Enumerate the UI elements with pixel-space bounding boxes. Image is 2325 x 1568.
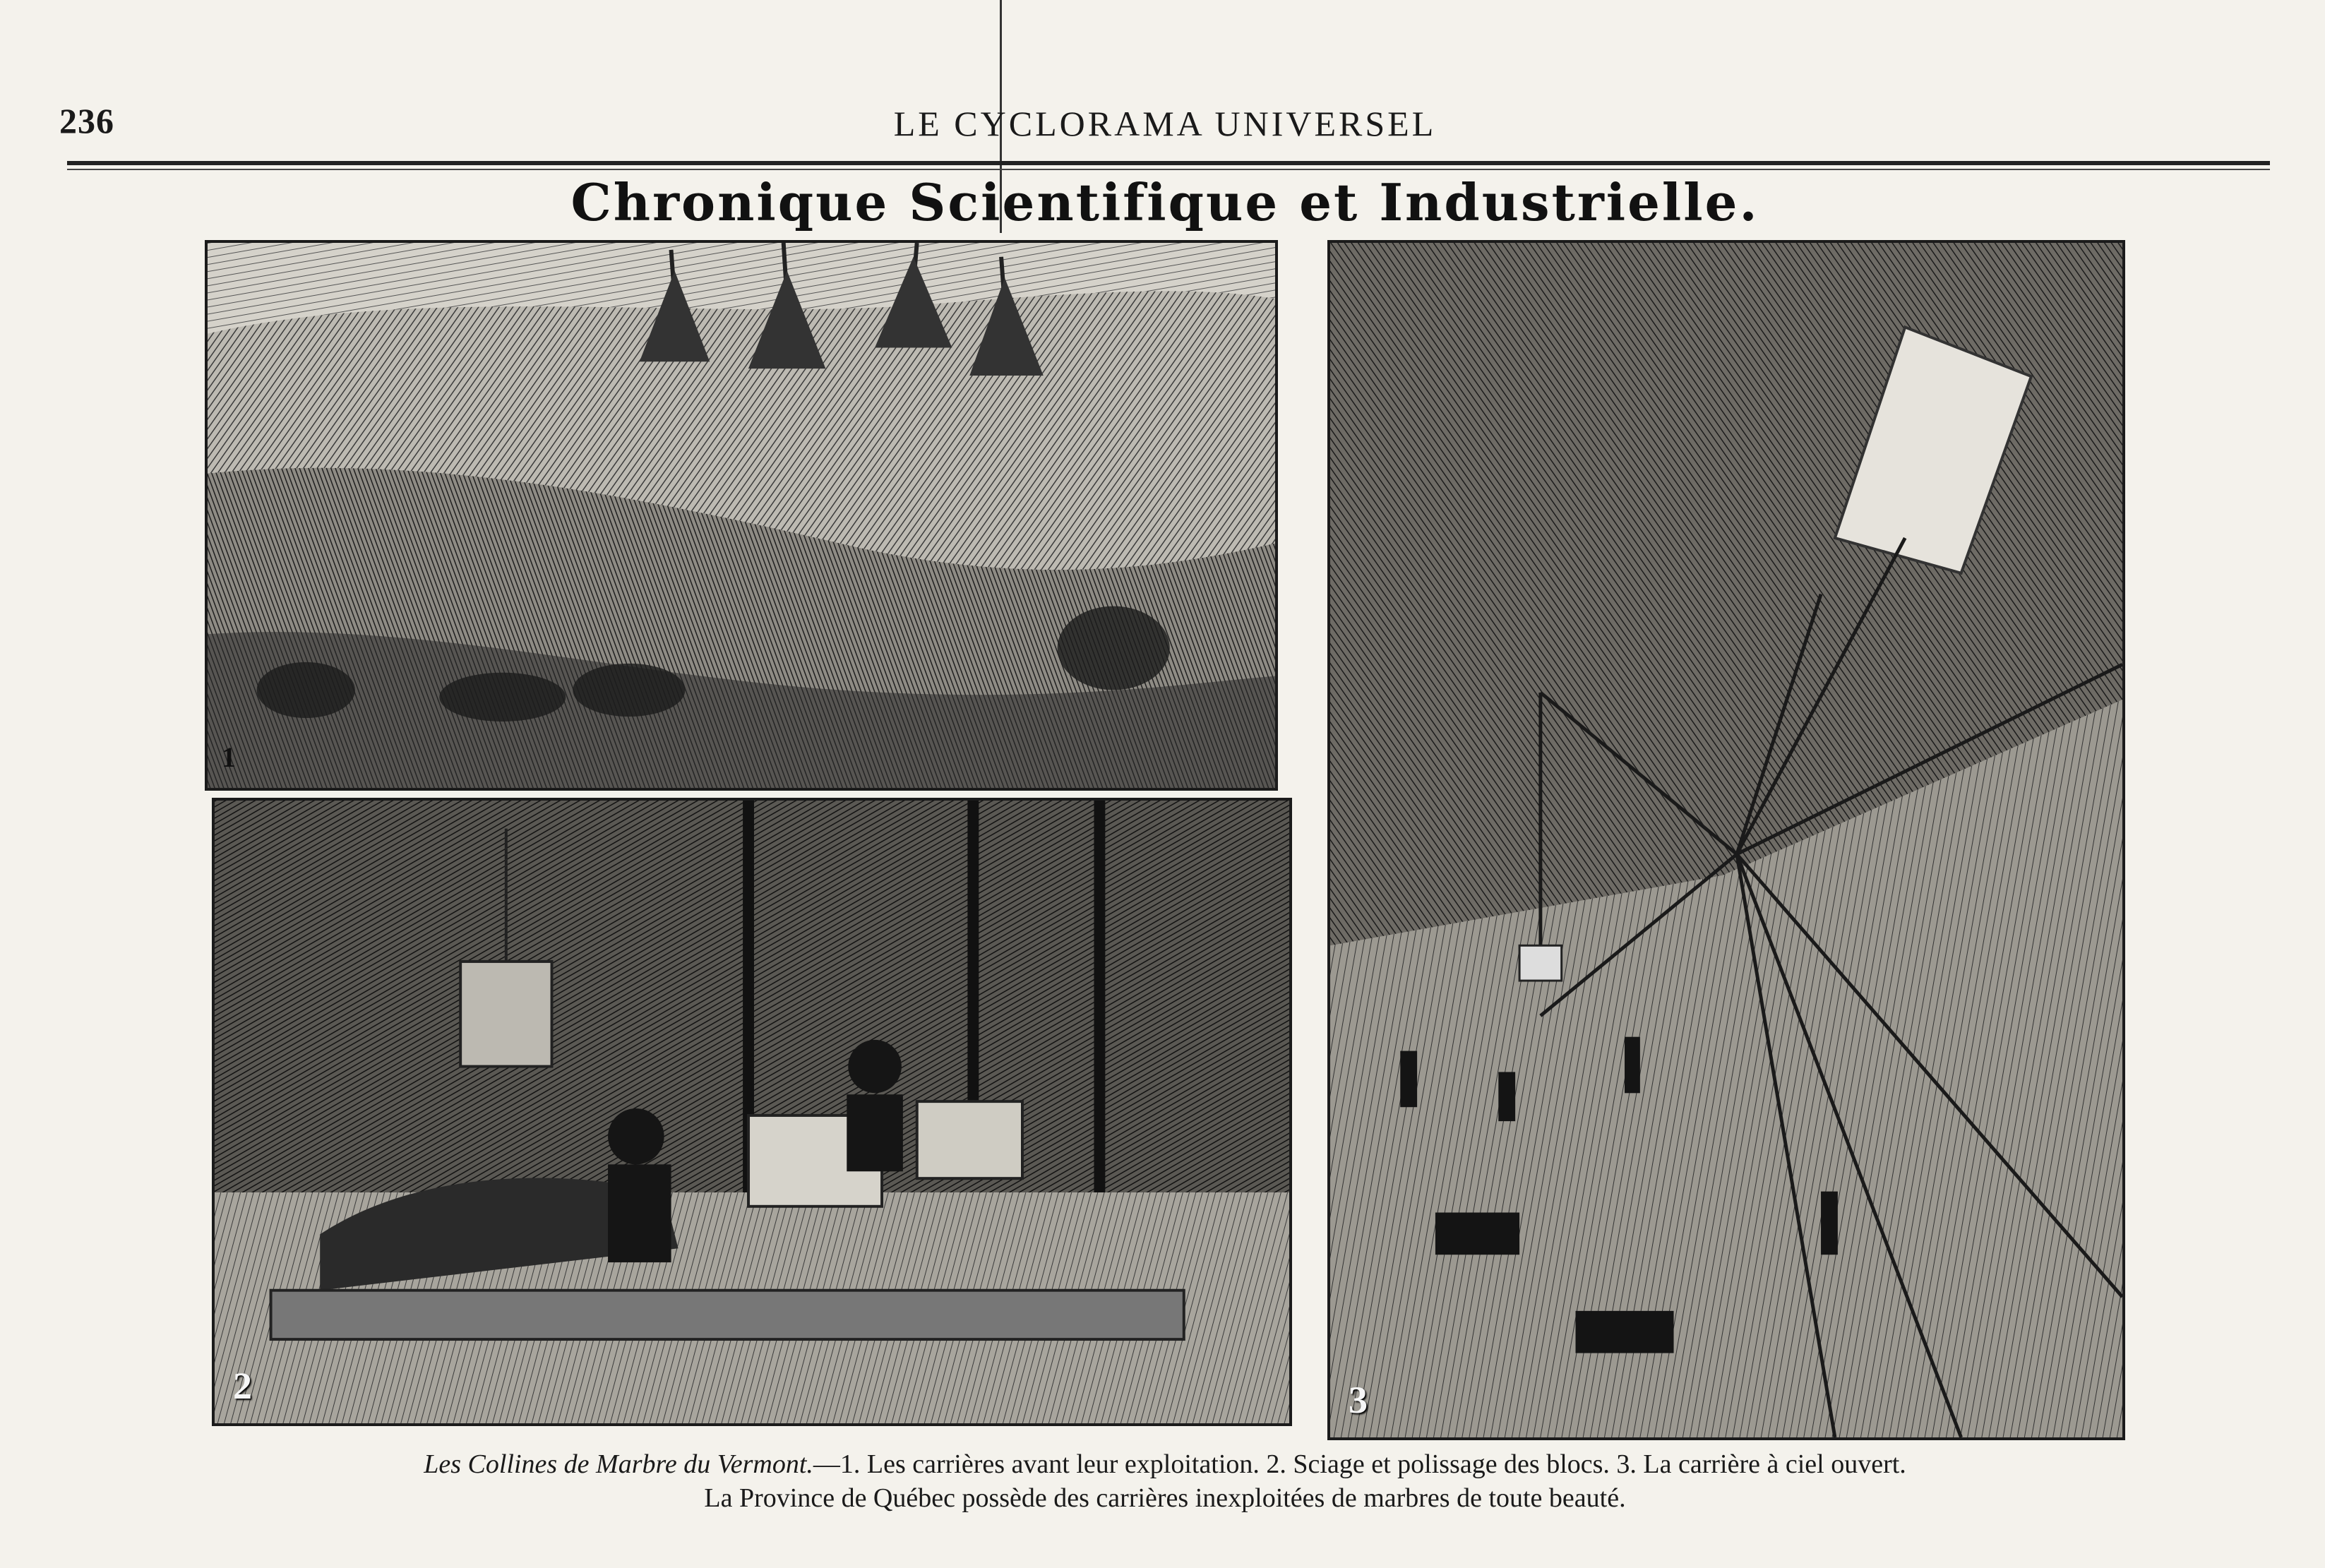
page-number: 236: [59, 101, 114, 140]
plate-number-1: 1: [222, 741, 236, 773]
engraving-open-quarry: [1327, 240, 2125, 1440]
header-rule: [67, 161, 2270, 165]
caption-title: Les Collines de Marbre du Vermont.: [424, 1449, 813, 1479]
plate-number-3: 3: [1349, 1379, 1368, 1421]
running-head: LE CYCLORAMA UNIVERSEL: [893, 104, 1437, 143]
engraving-sawing-mill: [212, 798, 1292, 1426]
engraving-hillside: [205, 240, 1278, 791]
plate-number-2: 2: [233, 1365, 252, 1407]
section-title: Chronique Scientifique et Industrielle.: [570, 172, 1759, 232]
caption-line-2: La Province de Québec possède des carrières inexploitées de marbres de toute beauté.: [704, 1483, 1626, 1513]
caption-items: —1. Les carrières avant leur exploitation. 2. Sciage et polissage des blocs. 3. La carrière à ciel ouvert.: [813, 1449, 1906, 1479]
header-rule-thin: [67, 169, 2270, 170]
figure-caption: [141, 1447, 2189, 1515]
